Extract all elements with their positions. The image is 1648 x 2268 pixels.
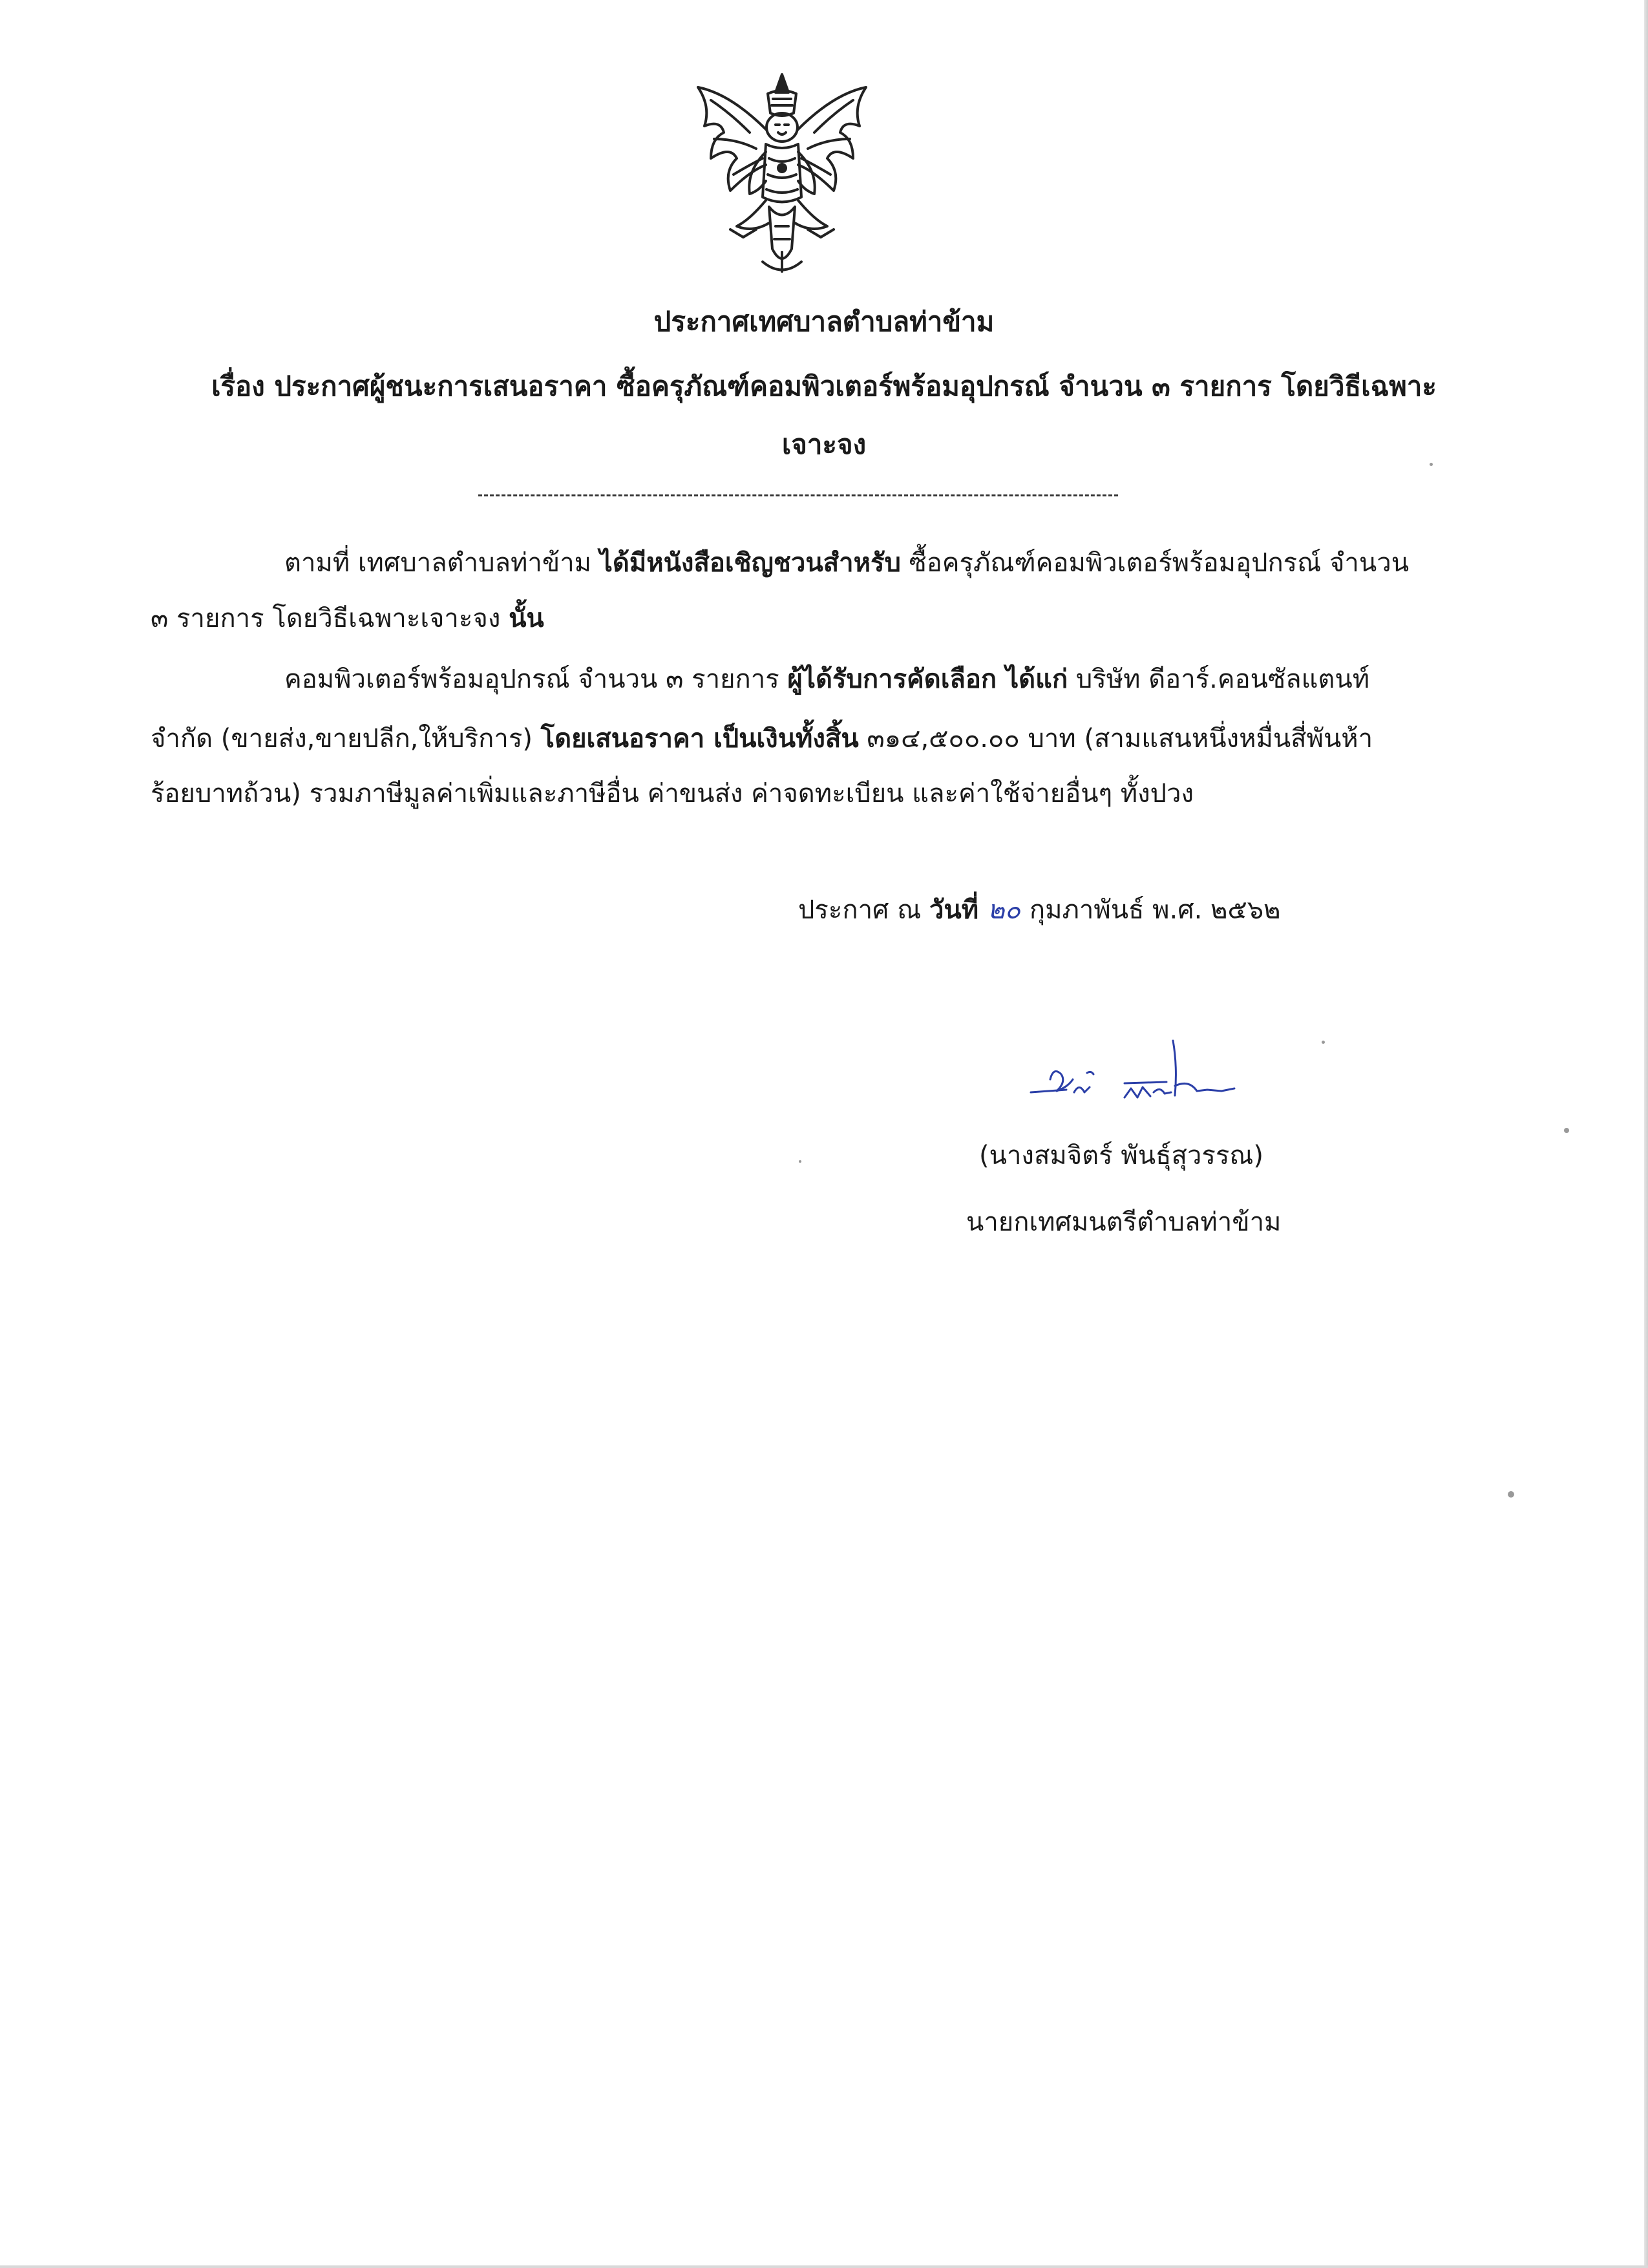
scan-speck	[1322, 1041, 1325, 1044]
subject-line: เรื่อง ประกาศผู้ชนะการเสนอราคา ซื้อครุภัณฑ์คอมพิวเตอร์พร้อมอุปกรณ์ จำนวน ๓ รายการ โดยวิธีเฉพาะ	[211, 370, 1437, 402]
handwritten-signature-icon	[1028, 1028, 1254, 1125]
date-month-year: กุมภาพันธ์ พ.ศ. ๒๕๖๒	[1029, 895, 1281, 925]
date-day-handwritten: ๒๐	[988, 895, 1020, 925]
text-bold: ได้มีหนังสือเชิญชวนสำหรับ	[599, 548, 901, 578]
subject-line-continued: เจาะจง	[781, 429, 867, 460]
text: คอมพิวเตอร์พร้อมอุปกรณ์ จำนวน ๓ รายการ	[284, 664, 788, 694]
paragraph-2-line-1	[284, 658, 1369, 699]
paragraph-1-line-1	[284, 542, 1409, 583]
scan-speck	[1508, 1491, 1514, 1498]
date-day-label: วันที่	[929, 895, 979, 925]
garuda-emblem-icon	[685, 68, 879, 281]
scan-speck	[1564, 1128, 1569, 1133]
text: จำกัด (ขายส่ง,ขายปลีก,ให้บริการ)	[151, 724, 541, 754]
paragraph-2-line-2	[151, 717, 1373, 759]
announcement-date	[798, 889, 1280, 930]
divider-line	[478, 494, 1118, 496]
signer-name: (นางสมจิตร์ พันธุ์สุวรรณ)	[979, 1141, 1264, 1171]
paragraph-2-line-3: ร้อยบาทถ้วน) รวมภาษีมูลค่าเพิ่มและภาษีอื่น ค่าขนส่ง ค่าจดทะเบียน และค่าใช้จ่ายอื่นๆ ทั้งปวง	[151, 779, 1194, 809]
text-bold: นั้น	[509, 604, 544, 633]
issuer-title: ประกาศเทศบาลตำบลท่าข้าม	[653, 306, 995, 337]
signer-position: นายกเทศมนตรีตำบลท่าข้าม	[966, 1207, 1282, 1237]
text: ๓๑๔,๕๐๐.๐๐ บาท (สามแสนหนึ่งหมื่นสี่พันห้า	[858, 724, 1373, 754]
scan-edge-bottom	[0, 2265, 1648, 2268]
text: ๓ รายการ โดยวิธีเฉพาะเจาะจง	[151, 604, 509, 633]
text: ตามที่ เทศบาลตำบลท่าข้าม	[284, 548, 600, 578]
text-bold: โดยเสนอราคา เป็นเงินทั้งสิ้น	[540, 724, 859, 754]
paragraph-1-line-2	[151, 597, 544, 639]
date-prefix: ประกาศ ณ	[798, 895, 929, 925]
scan-speck	[799, 1160, 801, 1163]
text: บริษัท ดีอาร์.คอนซัลแตนท์	[1068, 664, 1370, 694]
text: ซื้อครุภัณฑ์คอมพิวเตอร์พร้อมอุปกรณ์ จำนวน	[900, 548, 1410, 578]
text-bold: ผู้ได้รับการคัดเลือก ได้แก่	[787, 664, 1068, 694]
